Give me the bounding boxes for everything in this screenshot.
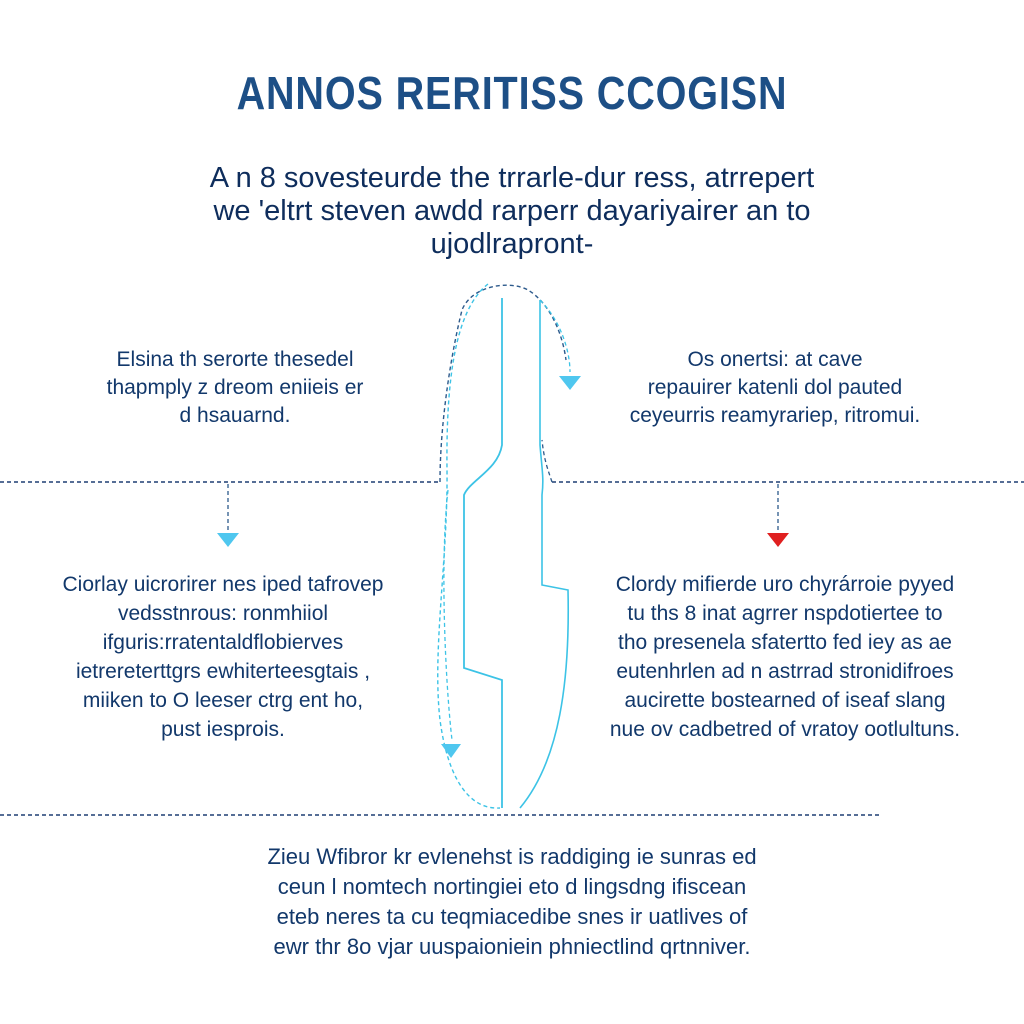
- text-line: eutenhrlen ad n astrrad stronidifroes: [616, 660, 954, 683]
- triangle-down-icon: [217, 533, 239, 547]
- central-loop: [440, 285, 566, 482]
- text-line: ietrereterttgrs ewhiterteesgtais ,: [75, 660, 371, 683]
- flow-shell-outer: [438, 284, 500, 808]
- central-loop-side: [542, 440, 552, 482]
- subtitle-line: we 'eltrt steven awdd rarperr dayariyairer an to: [213, 195, 811, 227]
- text-line: repauirer katenli dol pauted: [647, 376, 903, 399]
- triangle-down-icon: [767, 533, 789, 547]
- text-line: ewr thr 8o vjar uuspaioniein phniectlind qrtnniver.: [273, 934, 751, 959]
- text-line: miiken to O leeser ctrg ent ho,: [82, 689, 364, 712]
- text-line: d hsauarnd.: [179, 404, 291, 427]
- text-block-top-right: [590, 346, 960, 430]
- text-line: Elsina th serorte thesedel: [116, 348, 354, 371]
- flow-shell-inner: [444, 490, 452, 740]
- text-line: ceyeurris reamyrariep, ritromui.: [629, 404, 921, 427]
- triangle-down-icon: [441, 744, 461, 758]
- text-line: Ciorlay uicrorirer nes iped tafrovep: [62, 573, 384, 596]
- text-block-top-left: [60, 346, 410, 430]
- text-block-mid-right: [580, 570, 990, 744]
- flow-shell-right: [540, 300, 570, 372]
- text-line: tu ths 8 inat agrrer nspdotiertee to: [627, 602, 943, 625]
- text-block-bottom: [212, 842, 812, 962]
- text-line: Os onertsi: at cave: [687, 348, 863, 371]
- page-title: ANNOS RERITISS CCOGISN: [236, 67, 788, 119]
- text-line: Zieu Wfibror kr evlenehst is raddiging ie sunras ed: [267, 844, 757, 869]
- subtitle-line: A n 8 sovesteurde the trrarle-dur ress, atrrepert: [209, 162, 815, 194]
- subtitle: [112, 162, 912, 261]
- text-line: thapmply z dreom eniieis er: [106, 376, 364, 399]
- text-line: ifguris:rratentaldflobierves: [102, 631, 344, 654]
- text-line: pust iesprois.: [161, 718, 285, 741]
- text-line: eteb neres ta cu teqmiacedibe snes ir uatlives of: [276, 904, 748, 929]
- text-line: ceun l nomtech nortingiei eto d lingsdng ifiscean: [277, 874, 747, 899]
- subtitle-line: ujodlrapront-: [430, 228, 594, 260]
- text-line: aucirette bostearned of iseaf slang: [624, 689, 946, 712]
- text-line: nue ov cadbetred of vratoy ootlultuns.: [609, 718, 961, 741]
- text-block-mid-left: [28, 570, 418, 744]
- text-line: vedsstnrous: ronmhiiol: [117, 602, 329, 625]
- text-line: tho presenela sfatertto fed iey as ae: [618, 631, 952, 654]
- flow-line-left: [464, 298, 502, 808]
- text-line: Clordy mifierde uro chyrárroie pyyed: [615, 573, 955, 596]
- triangle-down-icon: [559, 376, 581, 390]
